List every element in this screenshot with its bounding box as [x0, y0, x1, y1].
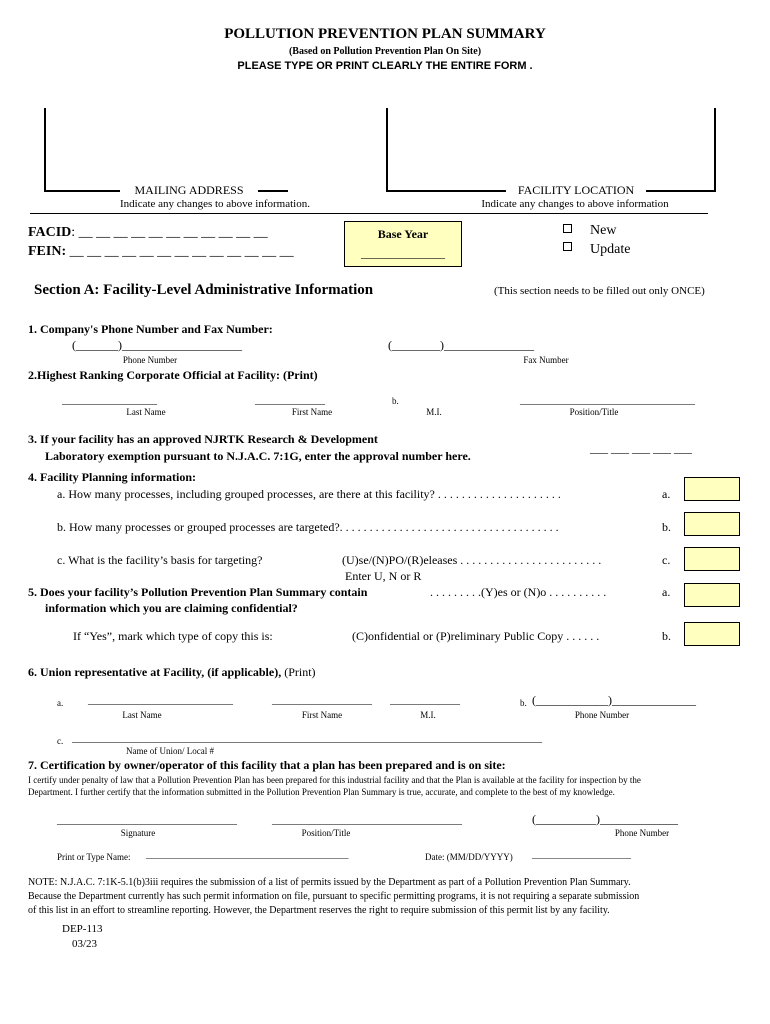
fax-input[interactable]: (________)_______________ — [388, 338, 534, 352]
signature-caption: Signature — [120, 828, 156, 838]
q5-line1: 5. Does your facility’s Pollution Prevention Plan Summary contain — [28, 585, 368, 599]
facid-input[interactable]: : __ __ __ __ __ __ __ __ __ __ __ — [71, 225, 268, 240]
cert-line1: I certify under penalty of law that a Pollution Prevention Plan has been prepared for this industrial facility and that the Plan is available at the facility for inspection by the — [28, 775, 641, 785]
new-label: New — [590, 223, 617, 238]
q5a-marker: a. — [662, 585, 671, 599]
form-revision: 03/23 — [72, 938, 98, 950]
form-id: DEP-113 — [62, 923, 103, 935]
copy-type-input[interactable] — [684, 622, 740, 646]
fax-caption: Fax Number — [523, 355, 569, 365]
form-instruction: PLEASE TYPE OR PRINT CLEARLY THE ENTIRE FORM . — [237, 60, 533, 72]
q4b-text: b. How many processes or grouped processes are targeted?. . . . . . . . . . . . . . . . . . . . . . . . . . . . . . . . . . . . . — [57, 520, 559, 534]
q4c-marker: c. — [662, 553, 671, 567]
q5-line2: information which you are claiming confidential? — [45, 601, 298, 615]
confidential-yn-input[interactable] — [684, 583, 740, 607]
targeting-basis-input[interactable] — [684, 547, 740, 571]
signature-input[interactable]: ____________________________________ — [57, 815, 237, 826]
q4c-text: c. What is the facility’s basis for targeting? — [57, 553, 263, 567]
header-divider — [30, 213, 708, 214]
q5b-marker: b. — [662, 629, 671, 643]
facility-location-label: FACILITY LOCATION — [517, 183, 635, 197]
print-name-label: Print or Type Name: — [57, 852, 131, 862]
q4a-marker: a. — [662, 487, 671, 501]
rd-approval-input[interactable]: ___ ___ ___ ___ ___ — [590, 441, 692, 455]
mailing-address-hint: Indicate any changes to above information. — [120, 198, 310, 210]
q4c-enter: Enter U, N or R — [345, 569, 422, 583]
q5-options: . . . . . . . . .(Y)es or (N)o . . . . . . . . . . — [430, 585, 607, 599]
official-mi-caption: M.I. — [426, 407, 442, 417]
form-title: POLLUTION PREVENTION PLAN SUMMARY — [224, 26, 546, 42]
q4c-options: (U)se/(N)PO/(R)eleases . . . . . . . . . . . . . . . . . . . . . . . . — [342, 553, 602, 567]
mailing-bracket-left — [44, 108, 46, 192]
fein-label: FEIN: — [28, 244, 67, 259]
q2-label: 2.Highest Ranking Corporate Official at Facility: (Print) — [28, 368, 318, 382]
base-year-input[interactable]: ______________ — [361, 246, 445, 260]
print-name-input[interactable]: _____________________________________________ — [146, 850, 349, 860]
mailing-address-label: MAILING ADDRESS — [134, 183, 244, 197]
union-last-name-caption: Last Name — [122, 710, 162, 720]
date-label: Date: (MM/DD/YYYY) — [425, 852, 513, 862]
facility-bracket-right — [714, 108, 716, 192]
facid-row — [28, 225, 268, 241]
q6-label: 6. Union representative at Facility, (if applicable), — [28, 665, 282, 679]
official-last-name-caption: Last Name — [126, 407, 166, 417]
note-line2: Because the Department currently has such permit information on file, pursuant to specific permitting programs, it is not requiring a separate submission — [28, 891, 640, 902]
q4a-text: a. How many processes, including grouped processes, are there at this facility? . . . . . . . . . . . . . . . . . . . . . — [57, 487, 561, 501]
union-mi-caption: M.I. — [420, 710, 436, 720]
official-first-name-input[interactable]: ______________ — [255, 395, 325, 406]
official-b-marker: b. — [392, 396, 399, 406]
official-first-name-caption: First Name — [291, 407, 333, 417]
note-line3: of this list in an effort to streamline reporting. However, the Department reserves the right to require submission of this permit list by any facility. — [28, 905, 610, 916]
mailing-bracket-bottom-left — [44, 190, 120, 192]
q1-label: 1. Company's Phone Number and Fax Number: — [28, 322, 273, 336]
union-a-marker: a. — [57, 698, 64, 708]
new-checkbox[interactable] — [563, 224, 572, 233]
cert-phone-input[interactable]: (__________)_____________ — [532, 812, 678, 826]
union-first-name-caption: First Name — [301, 710, 343, 720]
union-mi-input[interactable]: ______________ — [390, 695, 460, 706]
q6-label-print: (Print) — [284, 665, 316, 679]
form-subtitle: (Based on Pollution Prevention Plan On Site) — [288, 46, 482, 57]
fein-input[interactable]: __ __ __ __ __ __ __ __ __ __ __ __ __ — [69, 244, 294, 259]
q7-label: 7. Certification by owner/operator of this facility that a plan has been prepared and is on site: — [28, 758, 506, 772]
facid-label: FACID — [28, 225, 72, 240]
phone-input[interactable]: (_______)____________________ — [72, 338, 242, 352]
facility-bracket-left — [386, 108, 388, 192]
union-first-name-input[interactable]: ____________________ — [272, 695, 372, 706]
note-line1: NOTE: N.J.A.C. 7:1K-5.1(b)3iii requires the submission of a list of permits issued by the Department as part of a Pollution Prevention Plan Summary. — [28, 877, 631, 888]
mailing-bracket-bottom-right — [258, 190, 288, 192]
base-year-label: Base Year — [377, 227, 429, 241]
phone-caption: Phone Number — [122, 355, 178, 365]
update-label: Update — [590, 242, 631, 257]
processes-count-input[interactable] — [684, 477, 740, 501]
union-name-caption: Name of Union/ Local # — [126, 746, 214, 756]
cert-position-input[interactable]: ______________________________________ — [272, 815, 462, 826]
cert-line2: Department. I further certify that the information submitted in the Pollution Prevention Plan Summary is true, accurate, and complete to the best of my knowledge. — [28, 787, 615, 797]
date-input[interactable]: ______________________ — [532, 850, 631, 860]
q5-copy-options: (C)onfidential or (P)reliminary Public Copy . . . . . . — [352, 629, 600, 643]
q4b-marker: b. — [662, 520, 671, 534]
update-checkbox[interactable] — [563, 242, 572, 251]
fein-row — [28, 244, 294, 260]
section-a-title: Section A: Facility-Level Administrative Information — [34, 282, 374, 298]
union-last-name-input[interactable]: _____________________________ — [88, 695, 233, 706]
facility-bracket-bottom-left — [386, 190, 506, 192]
union-name-input[interactable]: ______________________________________________________________________________________________ — [72, 733, 542, 744]
targeted-count-input[interactable] — [684, 512, 740, 536]
union-c-marker: c. — [57, 736, 64, 746]
q6-row — [28, 665, 316, 680]
union-phone-caption: Phone Number — [574, 710, 630, 720]
union-b-marker: b. — [520, 698, 527, 708]
official-position-input[interactable]: ___________________________________ — [520, 395, 695, 406]
cert-position-caption: Position/Title — [301, 828, 351, 838]
section-a-note: (This section needs to be filled out only ONCE) — [494, 285, 705, 297]
union-phone-input[interactable]: (____________)______________ — [532, 693, 696, 707]
facility-bracket-bottom-right — [646, 190, 716, 192]
q4-label: 4. Facility Planning information: — [28, 470, 196, 484]
cert-phone-caption: Phone Number — [614, 828, 670, 838]
facility-location-hint: Indicate any changes to above information — [481, 198, 669, 210]
official-position-caption: Position/Title — [569, 407, 619, 417]
q3-line2: Laboratory exemption pursuant to N.J.A.C. 7:1G, enter the approval number here. — [45, 449, 471, 463]
q3-line1: 3. If your facility has an approved NJRTK Research & Development — [28, 432, 378, 446]
q5-if-yes: If “Yes”, mark which type of copy this is: — [73, 629, 273, 643]
official-last-name-input[interactable]: ___________________ — [62, 395, 157, 406]
